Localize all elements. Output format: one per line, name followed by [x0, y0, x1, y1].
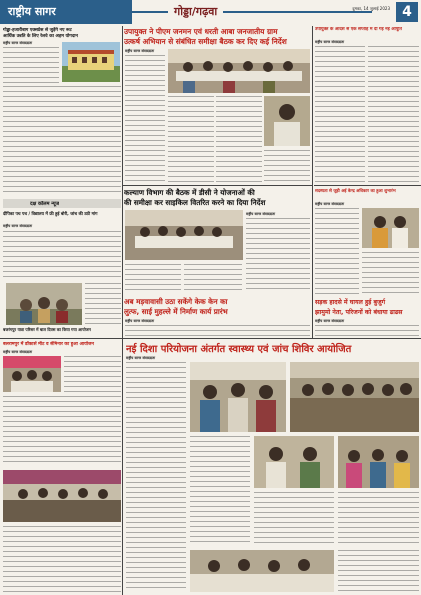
seminar-photo	[3, 470, 121, 522]
kicker-box	[3, 199, 121, 208]
story-body-text	[125, 325, 310, 337]
story-body-text	[184, 264, 242, 293]
story-body-text	[216, 96, 262, 183]
story-byline: राष्ट्रीय सागर संवाददाता	[246, 212, 276, 216]
column-rule	[122, 26, 123, 338]
official-photo	[264, 96, 310, 146]
mid-lower-headline-line1: अब मड़वावासी उठा सकेंगे केक केन का	[124, 297, 228, 306]
welfare-meeting-photo	[125, 210, 243, 260]
story-headline: बलरामपुर में डॉक्टर्स मीट व सेमिनार का हुआ आयोजन	[3, 342, 94, 347]
story-byline: राष्ट्रीय सागर संवाददाता	[3, 224, 33, 228]
story-byline: राष्ट्रीय सागर संवाददाता	[125, 49, 155, 53]
story-body-text	[190, 436, 250, 546]
doctors-meet-photo	[3, 356, 61, 392]
story-headline: दीपिका पथ पथ / विद्यालय में फ्री हुई बोरी, जांच की उठी मांग	[3, 211, 98, 216]
health-camp-photo	[190, 362, 286, 432]
story-body-text	[315, 325, 419, 337]
page-number: 4	[396, 2, 418, 22]
story-body-text	[315, 208, 359, 296]
story-headline: बजरंगपुर यात्रा परिसर में बाल दिवस का किया गया आयोजन	[3, 327, 91, 332]
column-kicker: दक्ष कॉलम न्यूज	[30, 201, 60, 207]
story-body-text	[85, 283, 121, 325]
date-line: दुमका, 14 जुलाई 2023	[352, 6, 390, 11]
story-body-text	[125, 55, 165, 183]
story-body-text	[338, 550, 419, 592]
story-byline: राष्ट्रीय सागर संवाददाता	[315, 319, 345, 323]
story-body-text	[168, 96, 214, 183]
village-photo	[6, 283, 82, 325]
column-rule	[312, 26, 313, 338]
section-rule	[122, 185, 312, 186]
story-body-text	[3, 47, 59, 83]
story-body-text	[3, 396, 121, 466]
center-inauguration-photo	[362, 208, 419, 248]
story-headline: सदस्यता से जुड़ी अई केन्द्र अधिकार का हुआ शुभारंभ	[315, 188, 396, 193]
lead-headline-line1: उपायुक्त ने पीएम जनमन एवं धरती आबा जनजातीय ग्राम	[124, 27, 278, 36]
story-byline: राष्ट्रीय सागर संवाददाता	[315, 40, 345, 44]
section-title: गोड्डा/गढ़वा	[168, 4, 223, 19]
story-body-text	[3, 86, 121, 196]
lead-headline-line2: उत्कर्ष अभियान से संबंधित समीक्षा बैठक कर दिए कई निर्देश	[124, 37, 287, 46]
camp-desk-photo	[190, 550, 334, 592]
newspaper-logo: राष्ट्रीय सागर	[8, 5, 56, 18]
story-subhead: आर्थिक उन्नति के लिए रेलवे का अहम योगदान	[3, 34, 78, 39]
bottom-main-headline: नई दिशा परियोजना अंतर्गत स्वास्थ्य एवं जांच शिविर आयोजित	[126, 344, 352, 355]
school-photo	[62, 42, 120, 82]
meeting-photo	[168, 49, 310, 93]
right-lower-headline-line2: झामुमो नेता, परिजनों को बंधाया ढाढस	[315, 309, 403, 316]
story-headline: उपायुक्त के आदेश से एक सप्ताह में दी गई नई आपूर्ति	[315, 27, 402, 32]
camp-group-photo	[290, 362, 419, 432]
section-rule	[0, 338, 421, 339]
story-body-text	[362, 252, 419, 296]
masthead	[0, 0, 421, 24]
story-body-text	[3, 231, 121, 279]
section-rule	[314, 185, 421, 186]
story-byline: राष्ट्रीय सागर संवाददाता	[315, 202, 345, 206]
story-body-text	[64, 356, 121, 392]
column-rule	[122, 339, 123, 595]
story-byline: राष्ट्रीय सागर संवाददाता	[125, 319, 155, 323]
mid-lower-headline-line2: लुत्फ, साई मुहल्ले में निर्माण कार्य प्रारंभ	[124, 307, 228, 316]
story-body-text	[125, 264, 181, 293]
patients-photo	[338, 436, 419, 488]
story-byline: राष्ट्रीय सागर संवाददाता	[3, 41, 33, 45]
story-body-text	[3, 526, 121, 592]
story-body-text	[246, 218, 310, 293]
story-body-text	[264, 150, 310, 183]
story-headline: गोड्डा-हजारीबाग एक्सप्रेस से जुड़ेंगे नए रूट	[3, 28, 72, 33]
story-body-text	[338, 492, 419, 546]
story-body-text	[254, 492, 334, 546]
right-lower-headline-line1: सड़क हादसे में घायल हुई बुजुर्ग	[315, 299, 386, 306]
story-body-text	[368, 46, 419, 182]
checkup-photo	[254, 436, 334, 488]
story-byline: राष्ट्रीय सागर संवाददाता	[3, 350, 33, 354]
middle-headline-line2: की समीक्षा कर साइकिल वितरित करने का दिया निर्देश	[124, 198, 266, 207]
story-byline: राष्ट्रीय सागर संवाददाता	[126, 356, 156, 360]
middle-headline-line1: कल्याण विभाग की बैठक में डीसी ने योजनाओं की	[124, 188, 255, 197]
story-body-text	[126, 362, 186, 592]
story-body-text	[315, 46, 365, 182]
